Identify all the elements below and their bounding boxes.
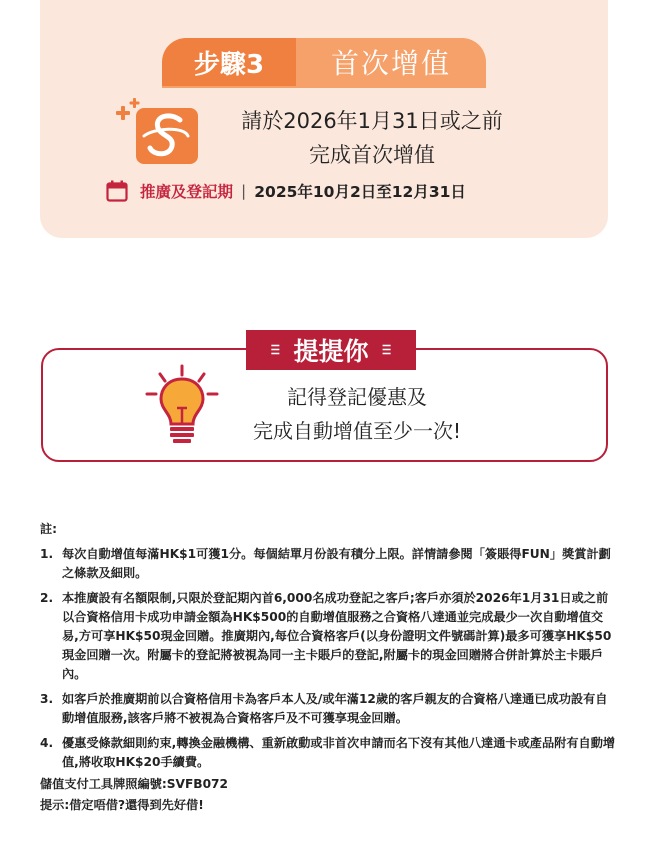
step-title: 首次增值 (296, 38, 486, 86)
note-item (40, 545, 618, 583)
note-text: 如客戶於推廣期前以合資格信用卡為客戶本人及/或年滿12歲的客戶親友的合資格八達通已成功設有自動增值服務,該客戶將不被視為合資格客戶及不可獲享現金回贈。 (62, 692, 608, 725)
note-number: 1. (40, 547, 54, 561)
note-text: 優惠受條款細則約束,轉換金融機構、重新啟動或非首次申請而名下沒有其他八達通卡或產品附有自動增值,將收取HK$20手續費。 (62, 736, 616, 769)
step-desc-line1: 請於2026年1月31日或之前 (241, 109, 503, 133)
lightbulb-icon (144, 364, 220, 446)
reminder-line1: 記得登記優惠及 (287, 385, 427, 409)
borrowing-reminder: 提示:借定唔借?還得到先好借! (40, 798, 204, 812)
reminder-title: 提提你 (293, 337, 369, 366)
chevron-down-icon: Ⲷ (271, 342, 280, 358)
reminder-line2: 完成自動增值至少一次! (252, 419, 462, 443)
period-label: 推廣及登記期 (140, 183, 234, 201)
note-number: 4. (40, 736, 54, 750)
step-desc-line2: 完成首次增值 (309, 143, 435, 167)
note-text: 本推廣設有名額限制,只限於登記期內首6,000名成功登記之客戶;客戶亦須於2026年1月31日或之前以合資格信用卡成功申請金額為HK$500的自動增值服務之合資格八達通並完成最少一次自動增值交易,方可享HK$50現金回贈。推廣期內,每位合資格客戶(以身份證明文件號碼計算)最多可獲享HK$50現金回贈一次。附屬卡的登記將被視為同一主卡賬戶的登記,附屬卡的現金回贈將合併計算於主卡賬戶內。 (62, 591, 612, 681)
reminder-tab (246, 330, 416, 370)
notes-heading: 註: (40, 522, 58, 536)
octopus-s-logo-icon (114, 96, 206, 166)
step-header (162, 38, 486, 86)
note-item (40, 734, 618, 772)
chevron-down-icon: Ⲷ (382, 342, 391, 358)
calendar-icon (106, 180, 128, 202)
period-separator: | (241, 182, 247, 200)
note-number: 3. (40, 692, 54, 706)
footer (40, 774, 228, 816)
step-header-underline (162, 86, 486, 88)
note-number: 2. (40, 591, 54, 605)
step-description (236, 104, 508, 172)
notes-section (40, 520, 618, 778)
promotion-period (106, 178, 466, 204)
note-text: 每次自動增值每滿HK$1可獲1分。每個結單月份設有積分上限。詳情請參閱「簽賬得FUN」獎賞計劃之條款及細則。 (62, 547, 611, 580)
license-number: 儲值支付工具牌照編號:SVFB072 (40, 777, 229, 791)
note-item (40, 690, 618, 728)
note-item (40, 589, 618, 684)
period-value: 2025年10月2日至12月31日 (254, 183, 466, 201)
notes-list (40, 545, 618, 772)
reminder-message (232, 380, 482, 448)
step-number: 步驟3 (162, 38, 296, 86)
